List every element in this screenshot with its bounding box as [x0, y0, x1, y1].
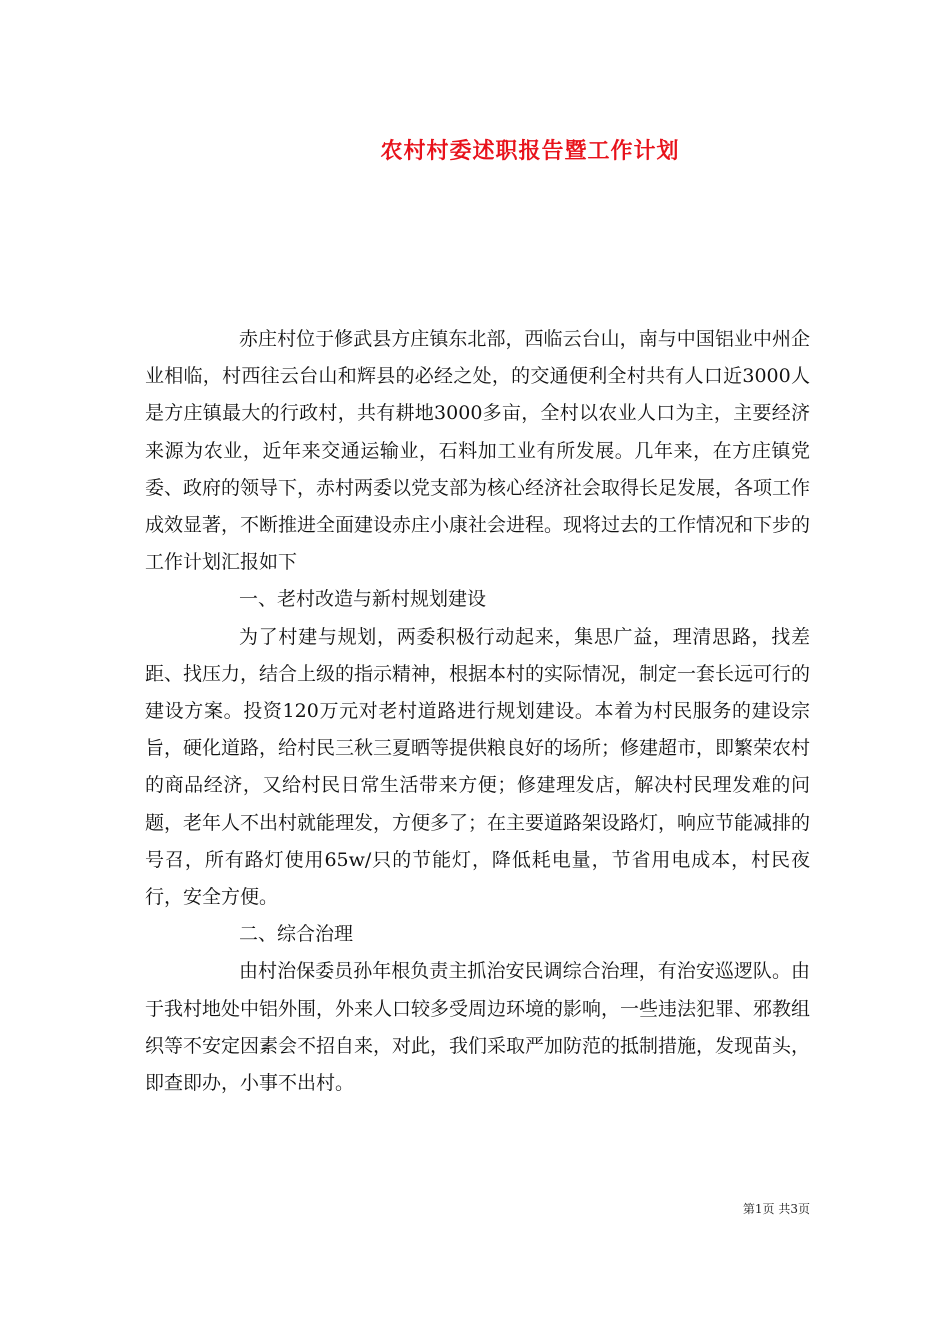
document-body: [145, 321, 810, 1102]
intro-paragraph: 赤庄村位于修武县方庄镇东北部，西临云台山，南与中国铝业中州企业相临，村西往云台山和辉县的必经之处，的交通便利全村共有人口近3000人是方庄镇最大的行政村，共有耕地3000多亩，全村以农业人口为主，主要经济来源为农业，近年来交通运输业，石料加工业有所发展。几年来，在方庄镇党委、政府的领导下，赤村两委以党支部为核心经济社会取得长足发展，各项工作成效显著，不断推进全面建设赤庄小康社会进程。现将过去的工作情况和下步的工作计划汇报如下: [145, 328, 811, 574]
page-number-footer: 第1页 共3页: [742, 1202, 810, 1216]
section-heading-1: 一、老村改造与新村规划建设: [239, 588, 487, 611]
section-heading-2: 二、综合治理: [239, 923, 354, 946]
section-paragraph-2: 由村治保委员孙年根负责主抓治安民调综合治理，有治安巡逻队。由于我村地处中铝外围，外来人口较多受周边环境的影响，一些违法犯罪、邪教组织等不安定因素会不招自来，对此，我们采取严加防范的抵制措施，发现苗头，即查即办，小事不出村。: [145, 960, 811, 1095]
section-paragraph-1: 为了村建与规划，两委积极行动起来，集思广益，理清思路，找差距、找压力，结合上级的指示精神，根据本村的实际情况，制定一套长远可行的建设方案。投资120万元对老村道路进行规划建设。本着为村民服务的建设宗旨，硬化道路，给村民三秋三夏晒等提供粮良好的场所；修建超市，即繁荣农村的商品经济，又给村民日常生活带来方便；修建理发店，解决村民理发难的问题，老年人不出村就能理发，方便多了；在主要道路架设路灯，响应节能减排的号召，所有路灯使用65w/只的节能灯，降低耗电量，节省用电成本，村民夜行，安全方便。: [145, 625, 811, 909]
document-title: 农村村委述职报告暨工作计划: [380, 138, 680, 164]
